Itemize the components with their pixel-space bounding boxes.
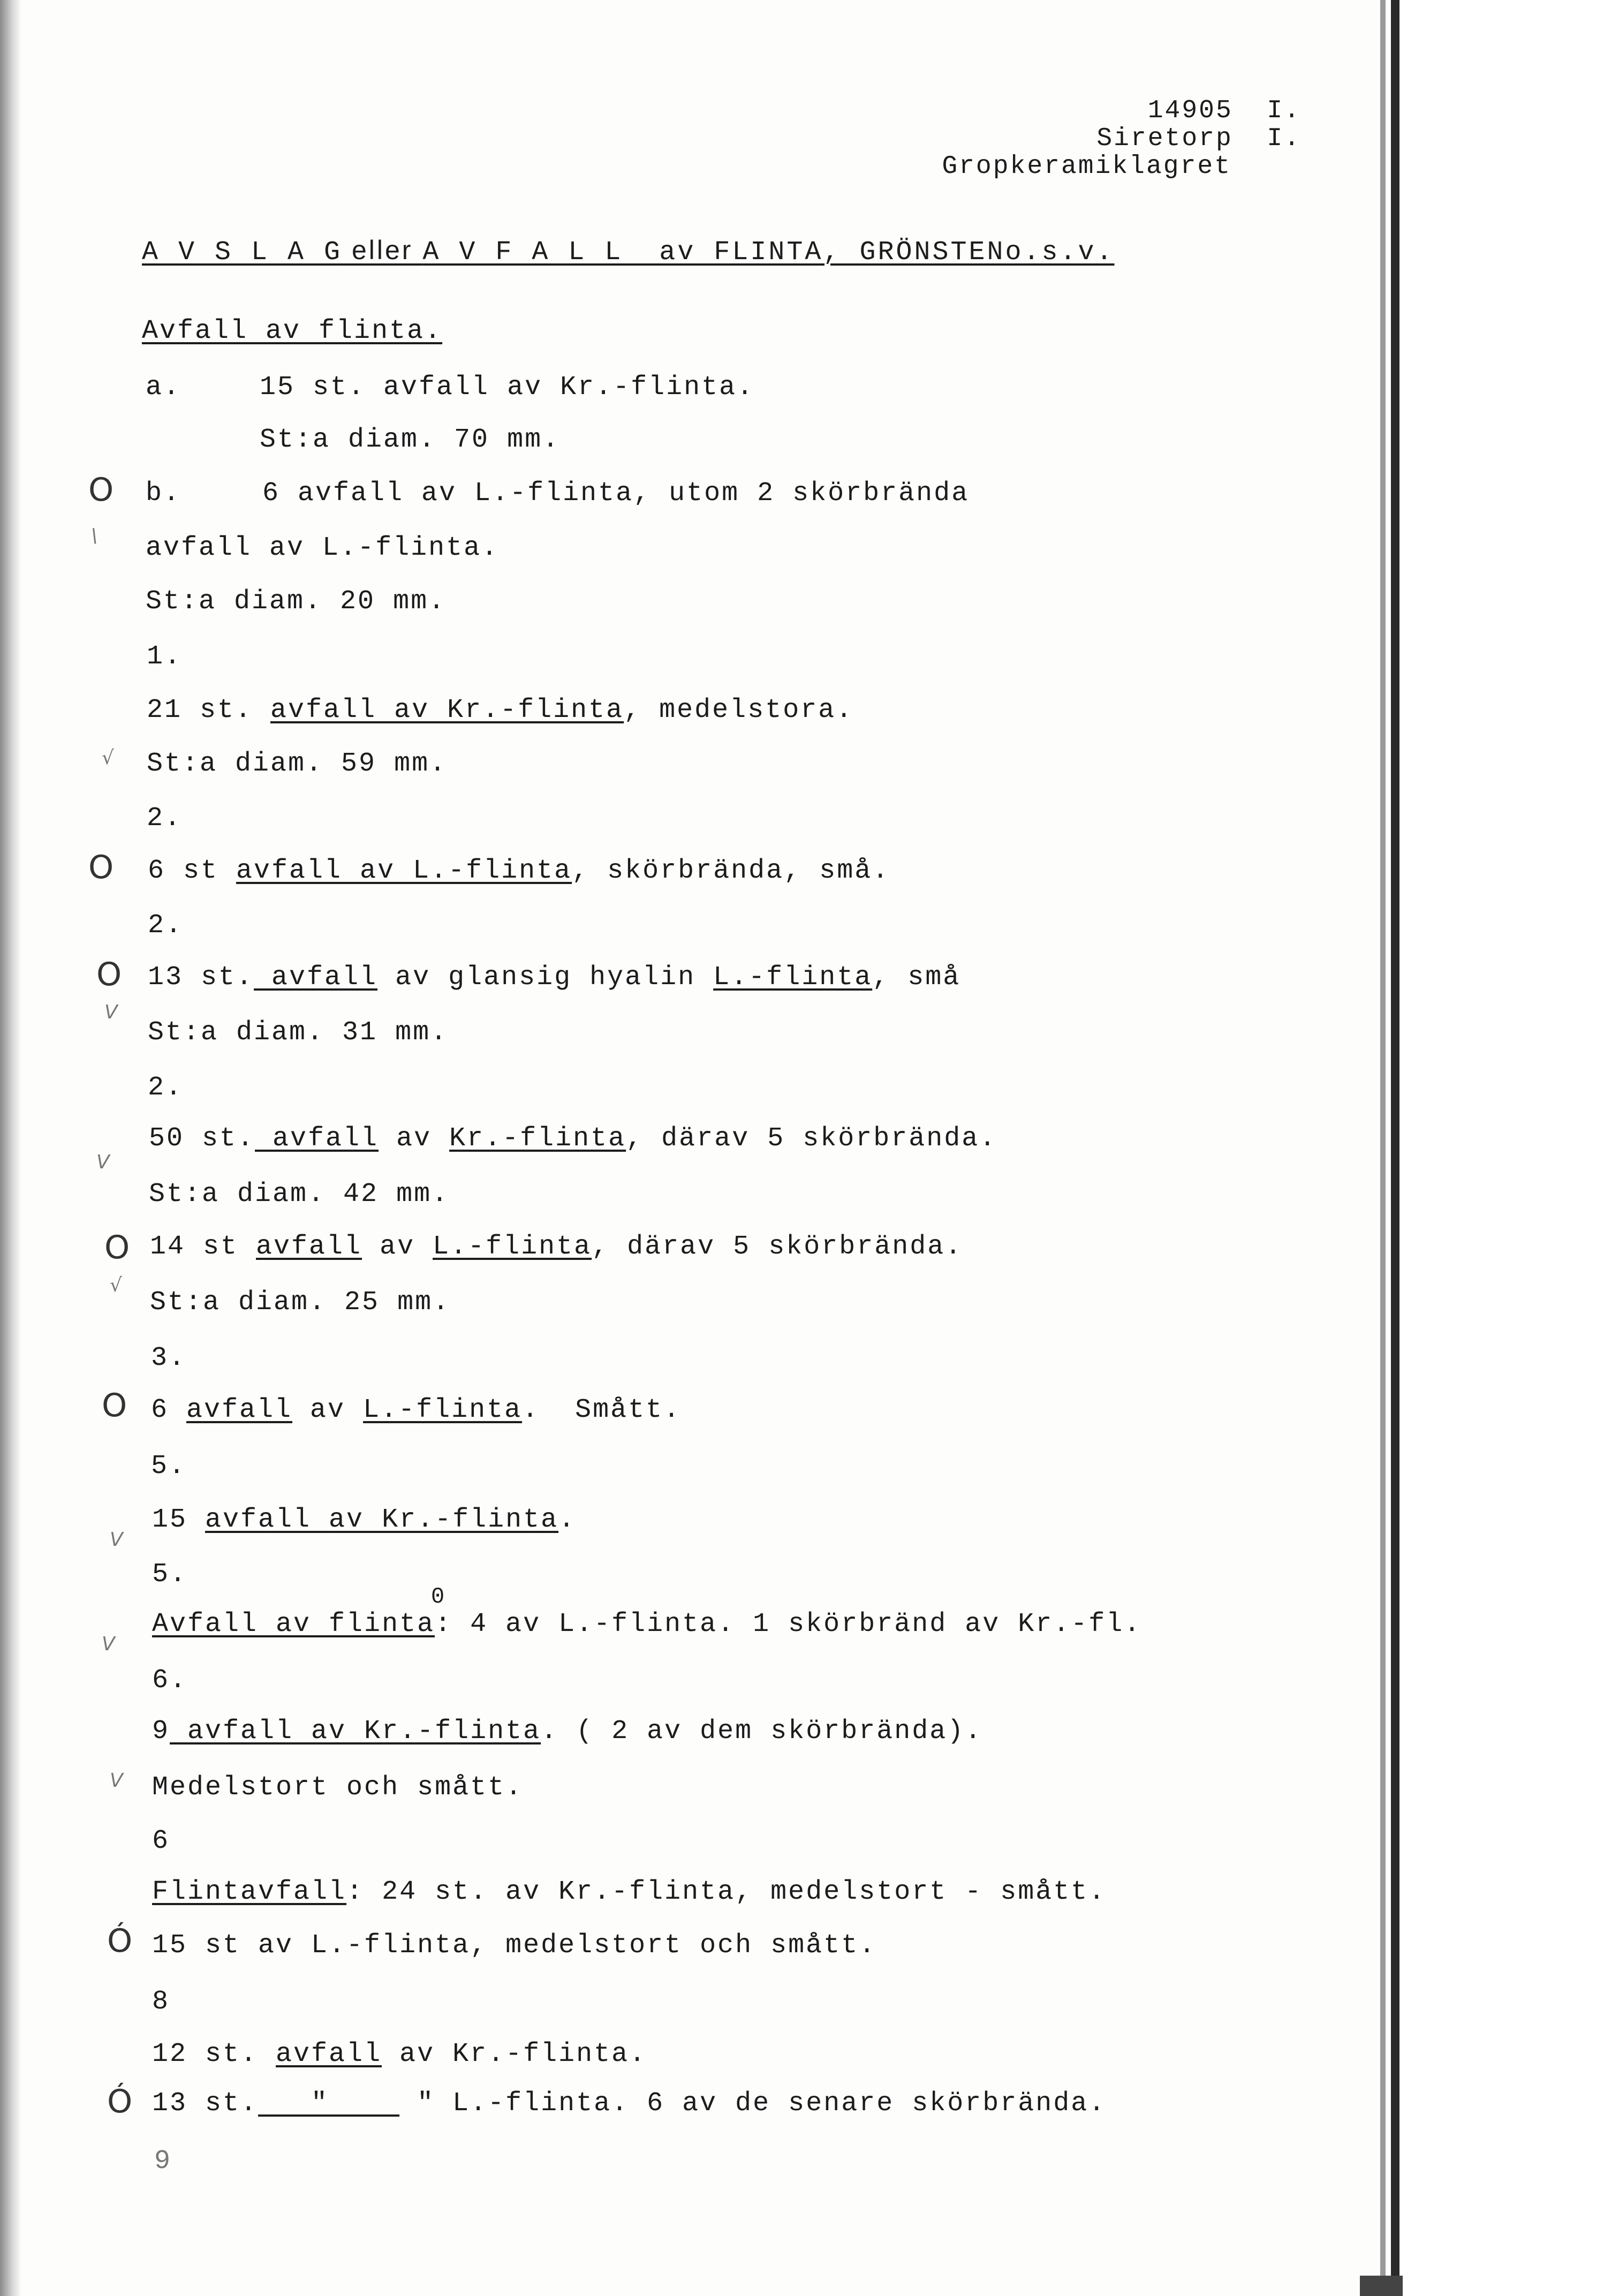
item-b-label: b. [146, 478, 181, 509]
text-segment: av [362, 1232, 433, 1262]
entry-diameter: St:a diam. 59 mm. [147, 749, 448, 779]
text-segment: av [379, 1123, 450, 1154]
margin-tick-mark: \ [91, 525, 98, 547]
entry-diameter: St:a diam. 42 mm. [149, 1179, 450, 1210]
text-segment: avfall [276, 2039, 382, 2070]
page-right-edge [1380, 0, 1386, 2296]
margin-circle-mark: O [88, 471, 114, 509]
text-segment: av glansig hyalin [377, 962, 714, 993]
text-segment: L.-flinta [433, 1232, 592, 1262]
text-segment: " [258, 2088, 400, 2119]
text-segment: " L.-flinta. 6 av de senare skörbrända. [399, 2088, 1107, 2119]
item-b-text: 6 avfall av L.-flinta, utom 2 skörbrända [262, 478, 970, 509]
margin-circle-mark: O [102, 1387, 127, 1424]
site-name: Siretorp I. [1096, 124, 1301, 153]
text-segment: avfall av Kr.-flinta [270, 695, 624, 726]
text-segment: : 4 av L.-flinta. 1 skörbränd av Kr.-fl. [435, 1609, 1142, 1640]
entry-line [152, 1716, 982, 1747]
item-a-diameter: St:a diam. 70 mm. [260, 425, 561, 455]
text-segment: . [558, 1505, 577, 1535]
text-segment: Flintavfall [152, 1877, 347, 1907]
handwritten-zero: 0 [431, 1584, 447, 1610]
scan-margin [1399, 0, 1619, 2296]
text-segment: L.-flinta [713, 962, 873, 993]
entry-diameter: St:a diam. 31 mm. [148, 1017, 449, 1048]
title-part-3: A V F A L L av FLINTA, GRÖNSTENo.s.v. [422, 237, 1115, 268]
margin-circle-mark: O [88, 849, 114, 886]
margin-circle-slash-mark: Ó [107, 2083, 133, 2120]
text-segment: avfall [256, 1232, 362, 1262]
text-segment: 9 [152, 1716, 170, 1747]
scan-left-shadow [0, 0, 21, 2296]
entry-line [149, 1123, 997, 1154]
entry-line [151, 1395, 681, 1425]
entry-number: 1. [147, 641, 183, 672]
entry-number: 2. [148, 910, 184, 941]
entry-line: 15 st av L.-flinta, medelstort och smått. [152, 1930, 877, 1961]
text-segment: Kr.-flinta [449, 1123, 626, 1154]
layer-name: Gropkeramiklagret [942, 152, 1231, 181]
entry-number: 3. [151, 1343, 187, 1373]
text-segment: avfall [255, 1123, 379, 1154]
entry-number: 2. [147, 803, 183, 834]
text-segment: , medelstora. [624, 695, 854, 726]
margin-check-mark: √ [102, 747, 114, 769]
item-a-label: a. [146, 372, 181, 403]
margin-v-mark: V [102, 1633, 115, 1655]
title-part-2: eller [342, 235, 423, 265]
entry-number: 9 [154, 2146, 172, 2177]
entry-line: Medelstort och smått. [152, 1772, 524, 1803]
catalog-number: 14905 I. [1147, 96, 1301, 125]
document-title [142, 235, 1115, 268]
entry-line [152, 2039, 647, 2070]
margin-v-mark: V [110, 1770, 123, 1792]
text-segment: , små [872, 962, 961, 993]
text-segment: avfall av Kr.-flinta [205, 1505, 559, 1535]
text-segment: , därav 5 skörbrända. [592, 1232, 963, 1262]
entry-number: 8 [152, 1987, 170, 2017]
margin-circle-mark: O [96, 956, 122, 993]
entry-number: 5. [151, 1451, 187, 1482]
entry-line [148, 962, 960, 993]
entry-diameter: St:a diam. 25 mm. [150, 1287, 451, 1318]
text-segment: : 24 st. av Kr.-flinta, medelstort - smått. [346, 1877, 1107, 1907]
margin-v-mark: V [110, 1529, 123, 1551]
margin-v-mark: V [104, 1001, 118, 1023]
scan-corner [1360, 2276, 1403, 2296]
entry-number: 5. [152, 1559, 188, 1590]
text-segment: 13 st. [152, 2088, 259, 2119]
item-a-text: 15 st. avfall av Kr.-flinta. [260, 372, 755, 403]
entry-line [147, 695, 853, 726]
text-segment: avfall av Kr.-flinta [170, 1716, 541, 1747]
text-segment: , skörbrända, små. [572, 856, 890, 886]
entry-line [152, 1877, 1106, 1907]
margin-check-mark: √ [110, 1274, 122, 1296]
text-segment: 50 st. [149, 1123, 255, 1154]
text-segment: 21 st. [147, 695, 271, 726]
entry-line [150, 1232, 963, 1262]
text-segment: 6 st [148, 856, 237, 886]
item-b-text-2: avfall av L.-flinta. [146, 533, 500, 563]
item-b-diameter: St:a diam. 20 mm. [146, 586, 447, 617]
entry-number: 6 [152, 1826, 170, 1856]
scan-border [1391, 0, 1399, 2296]
text-segment: avfall av L.-flinta [236, 856, 572, 886]
entry-line [152, 2088, 1106, 2119]
margin-circle-mark: O [104, 1229, 130, 1266]
margin-v-mark: V [96, 1151, 110, 1173]
entry-line [152, 1609, 1141, 1640]
entry-line [152, 1505, 576, 1535]
text-segment: 13 st. [148, 962, 254, 993]
text-segment: 15 [152, 1505, 206, 1535]
text-segment: 14 st [150, 1232, 256, 1262]
text-segment: avfall [186, 1395, 293, 1425]
text-segment: . ( 2 av dem skörbrända). [541, 1716, 983, 1747]
text-segment: L.-flinta [363, 1395, 523, 1425]
entry-number: 6. [152, 1665, 188, 1696]
entry-line [148, 856, 890, 886]
section-heading: Avfall av flinta. [142, 316, 443, 346]
text-segment: av Kr.-flinta. [382, 2039, 647, 2070]
text-segment: , därav 5 skörbrända. [626, 1123, 997, 1154]
text-segment: Avfall av flinta [152, 1609, 435, 1640]
entry-number: 2. [148, 1073, 184, 1103]
text-segment: 6 [151, 1395, 187, 1425]
text-segment: . Smått. [522, 1395, 682, 1425]
text-segment: avfall [254, 962, 378, 993]
text-segment: 12 st. [152, 2039, 276, 2070]
title-part-1: A V S L A G [142, 237, 343, 268]
margin-circle-slash-mark: Ó [107, 1922, 133, 1960]
text-segment: av [292, 1395, 364, 1425]
